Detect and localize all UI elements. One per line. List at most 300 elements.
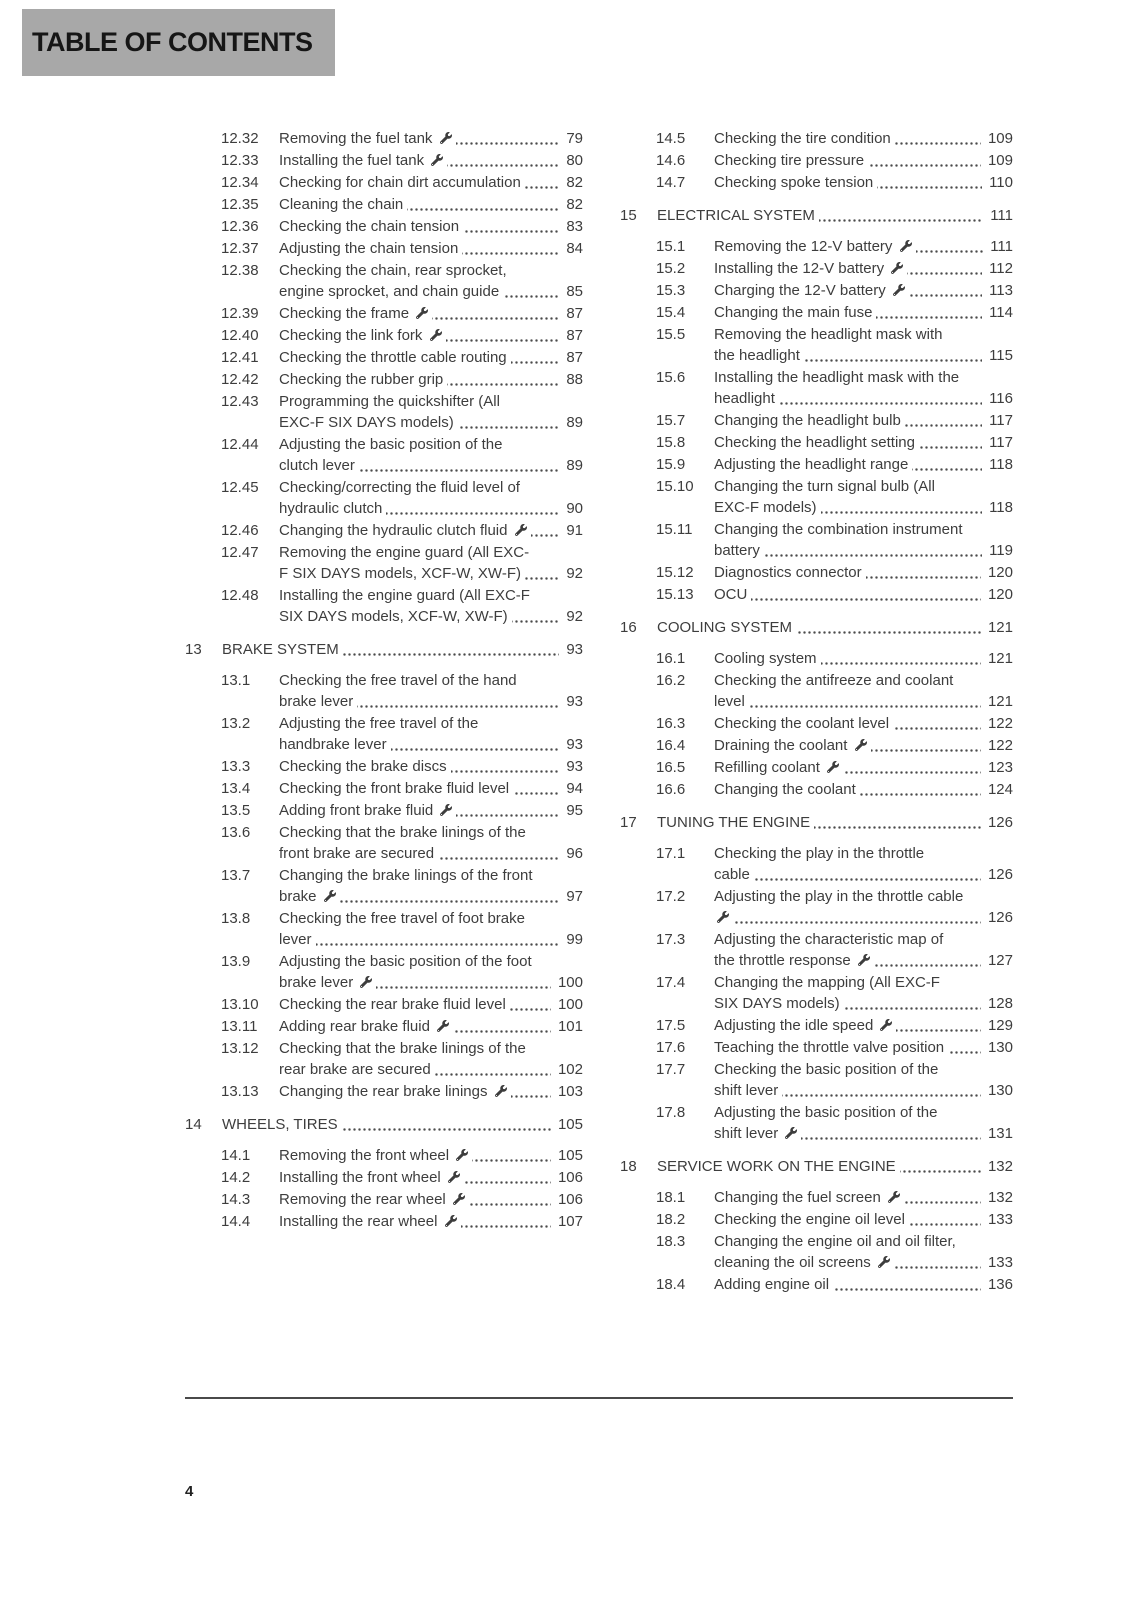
- toc-entry-title-text: Installing the 12-V battery: [714, 260, 885, 277]
- toc-entry-title: [279, 953, 536, 991]
- wrench-icon: [717, 911, 729, 923]
- toc-entry-body: [222, 1114, 583, 1135]
- toc-entry-body: [714, 519, 1013, 561]
- toc-entry-number: 17.3: [656, 931, 686, 948]
- toc-entry-number: 17.1: [656, 845, 686, 862]
- toc-entry-title: [279, 393, 504, 431]
- toc-entry-number: 13: [185, 641, 202, 658]
- toc-entry-body: [714, 367, 1013, 409]
- toc-entry-body: [714, 843, 1013, 885]
- toc-entry-title-text: Draining the coolant: [714, 737, 848, 754]
- toc-entry-page: 93: [559, 639, 583, 660]
- toc-entry-number: 14.4: [221, 1213, 251, 1230]
- toc-entry-body: [279, 908, 583, 950]
- toc-entry-page: 89: [559, 412, 583, 433]
- toc-entry-page: 120: [981, 584, 1013, 605]
- toc-entry-body: [657, 1156, 1013, 1177]
- toc-entry-number: 16: [620, 619, 637, 636]
- toc-entry-number: 12.46: [221, 522, 259, 539]
- toc-entry-body: [279, 1038, 583, 1080]
- toc-item-row: [185, 951, 583, 993]
- toc-entry-body: [279, 216, 583, 237]
- toc-entry-number: 12.39: [221, 305, 259, 322]
- wrench-icon: [855, 739, 867, 751]
- toc-entry-body: [714, 1231, 1013, 1273]
- toc-entry-body: [279, 542, 583, 584]
- wrench-icon: [888, 1191, 900, 1203]
- toc-entry-body: [279, 1167, 583, 1188]
- page-title: TABLE OF CONTENTS: [32, 27, 313, 57]
- toc-entry-title-text: Programming the quickshifter (All EXC-F SIX DAYS models): [279, 393, 500, 431]
- toc-entry-page: 107: [551, 1211, 583, 1232]
- toc-entry-title: [714, 1233, 960, 1271]
- toc-chapter-row: [185, 1114, 583, 1135]
- toc-entry-page: 95: [559, 800, 583, 821]
- toc-entry-title: [657, 1158, 900, 1175]
- toc-entry-title: [714, 260, 907, 277]
- toc-entry-title: [714, 174, 877, 191]
- toc-entry-title-text: Adjusting the basic position of the shift lever: [714, 1104, 938, 1142]
- toc-entry-title-text: Changing the turn signal bulb (All EXC-F models): [714, 478, 935, 516]
- toc-entry-number: 18.3: [656, 1233, 686, 1250]
- toc-entry-page: 91: [559, 520, 583, 541]
- toc-item-row: [620, 757, 1013, 778]
- toc-item-row: [185, 325, 583, 346]
- toc-item-row: [185, 216, 583, 237]
- toc-entry-title-text: Installing the headlight mask with the headlight: [714, 369, 960, 407]
- toc-entry-body: [279, 303, 583, 324]
- toc-entry-number: 16.6: [656, 781, 686, 798]
- toc-entry-page: 102: [551, 1059, 583, 1080]
- toc-entry-body: [657, 617, 1013, 638]
- toc-item-row: [620, 779, 1013, 800]
- toc-entry-number: 15.2: [656, 260, 686, 277]
- toc-entry-page: 100: [551, 994, 583, 1015]
- toc-entry-body: [714, 779, 1013, 800]
- toc-entry-title: [279, 305, 432, 322]
- toc-entry-page: 89: [559, 455, 583, 476]
- toc-entry-page: 117: [982, 410, 1013, 431]
- toc-entry-page: 96: [559, 843, 583, 864]
- toc-entry-title: [279, 715, 482, 753]
- toc-entry-title: [714, 1017, 896, 1034]
- toc-entry-title: [714, 304, 876, 321]
- toc-entry-title-text: Checking the coolant level: [714, 715, 890, 732]
- toc-item-row: [620, 1274, 1013, 1295]
- toc-entry-number: 13.8: [221, 910, 251, 927]
- toc-entry-number: 12.42: [221, 371, 259, 388]
- toc-entry-title: [279, 1169, 464, 1186]
- toc-entry-body: [279, 150, 583, 171]
- toc-item-row: [620, 367, 1013, 409]
- toc-item-row: [185, 1038, 583, 1080]
- toc-entry-page: 106: [551, 1189, 583, 1210]
- toc-entry-title-text: Changing the engine oil and oil filter, cleaning the oil screens: [714, 1233, 956, 1271]
- toc-entry-number: 17.6: [656, 1039, 686, 1056]
- toc-entry-number: 12.38: [221, 262, 259, 279]
- toc-entry-number: 12.37: [221, 240, 259, 257]
- toc-entry-title: [714, 781, 860, 798]
- toc-entry-body: [279, 865, 583, 907]
- toc-entry-page: 126: [981, 864, 1013, 885]
- toc-entry-body: [714, 280, 1013, 301]
- toc-entry-title-text: BRAKE SYSTEM: [222, 641, 339, 658]
- toc-entry-page: 131: [981, 1123, 1013, 1144]
- toc-entry-page: 126: [981, 812, 1013, 833]
- toc-entry-title-text: Changing the combination instrument battery: [714, 521, 963, 559]
- toc-item-row: [620, 302, 1013, 323]
- toc-entry-body: [279, 128, 583, 149]
- toc-entry-page: 118: [982, 454, 1013, 475]
- toc-entry-title: [714, 931, 947, 969]
- toc-entry-title: [279, 371, 447, 388]
- toc-entry-number: 14: [185, 1116, 202, 1133]
- toc-entry-page: 82: [559, 194, 583, 215]
- toc-chapter-row: [620, 205, 1013, 226]
- toc-item-row: [185, 520, 583, 541]
- toc-entry-number: 13.3: [221, 758, 251, 775]
- toc-entry-title-text: Checking the free travel of foot brake lever: [279, 910, 525, 948]
- toc-item-row: [185, 303, 583, 324]
- toc-entry-body: [714, 562, 1013, 583]
- toc-entry-title-text: Checking the antifreeze and coolant level: [714, 672, 954, 710]
- toc-entry-page: 112: [982, 258, 1013, 279]
- toc-entry-body: [279, 1145, 583, 1166]
- toc-entry-title: [714, 1104, 941, 1142]
- toc-item-row: [620, 648, 1013, 669]
- toc-entry-page: 123: [981, 757, 1013, 778]
- toc-entry-body: [279, 369, 583, 390]
- toc-entry-page: 93: [559, 691, 583, 712]
- toc-entry-body: [279, 1211, 583, 1232]
- toc-entry-title: [279, 824, 530, 862]
- toc-entry-title-text: Refilling coolant: [714, 759, 820, 776]
- toc-entry-title-text: Checking/correcting the fluid level of hydraulic clutch: [279, 479, 520, 517]
- toc-item-row: [620, 410, 1013, 431]
- toc-item-row: [620, 735, 1013, 756]
- toc-entry-title-text: Changing the hydraulic clutch fluid: [279, 522, 508, 539]
- toc-item-row: [620, 1187, 1013, 1208]
- toc-entry-page: 110: [982, 172, 1013, 193]
- toc-entry-body: [279, 477, 583, 519]
- toc-item-row: [620, 324, 1013, 366]
- toc-entry-number: 17.7: [656, 1061, 686, 1078]
- toc-item-row: [185, 172, 583, 193]
- toc-entry-title: [279, 1213, 461, 1230]
- toc-entry-title-text: Adding engine oil: [714, 1276, 830, 1293]
- toc-entry-title-text: Installing the front wheel: [279, 1169, 441, 1186]
- toc-entry-title: [279, 130, 456, 147]
- toc-entry-title: [714, 282, 909, 299]
- toc-entry-title: [714, 564, 866, 581]
- toc-item-row: [185, 1189, 583, 1210]
- toc-entry-body: [279, 994, 583, 1015]
- wrench-icon: [893, 284, 905, 296]
- wrench-icon: [891, 262, 903, 274]
- toc-item-row: [185, 1145, 583, 1166]
- toc-entry-title-text: Checking the frame: [279, 305, 410, 322]
- wrench-icon: [785, 1127, 797, 1139]
- toc-item-row: [185, 1167, 583, 1188]
- toc-item-row: [185, 865, 583, 907]
- toc-entry-title: [714, 715, 893, 732]
- toc-entry-title: [279, 327, 446, 344]
- toc-entry-title: [279, 152, 447, 169]
- toc-entry-title-text: Adding front brake fluid: [279, 802, 434, 819]
- toc-entry-title-text: Adding rear brake fluid: [279, 1018, 430, 1035]
- toc-entry-body: [657, 205, 1013, 226]
- toc-item-row: [185, 369, 583, 390]
- toc-entry-page: 124: [981, 779, 1013, 800]
- toc-entry-number: 13.2: [221, 715, 251, 732]
- toc-entry-body: [279, 585, 583, 627]
- toc-entry-page: 90: [559, 498, 583, 519]
- toc-entry-title-text: Changing the fuel screen: [714, 1189, 881, 1206]
- toc-entry-title: [714, 238, 916, 255]
- toc-entry-body: [714, 1037, 1013, 1058]
- toc-entry-number: 18.4: [656, 1276, 686, 1293]
- toc-entry-body: [714, 432, 1013, 453]
- toc-entry-number: 16.3: [656, 715, 686, 732]
- toc-entry-number: 17.4: [656, 974, 686, 991]
- toc-item-row: [620, 454, 1013, 475]
- wrench-icon: [453, 1193, 465, 1205]
- toc-entry-title: [279, 218, 463, 235]
- toc-entry-number: 12.48: [221, 587, 259, 604]
- toc-entry-title-text: Removing the rear wheel: [279, 1191, 446, 1208]
- toc-entry-page: 116: [982, 388, 1013, 409]
- toc-entry-title: [714, 888, 967, 926]
- toc-entry-page: 109: [981, 150, 1013, 171]
- toc-entry-page: 122: [981, 713, 1013, 734]
- toc-entry-body: [279, 520, 583, 541]
- toc-entry-body: [714, 713, 1013, 734]
- toc-entry-page: 128: [981, 993, 1013, 1014]
- wrench-icon: [431, 154, 443, 166]
- toc-entry-page: 117: [982, 432, 1013, 453]
- toc-entry-body: [714, 670, 1013, 712]
- toc-entry-page: 100: [551, 972, 583, 993]
- toc-item-row: [620, 1037, 1013, 1058]
- toc-entry-title: [714, 521, 966, 559]
- toc-entry-page: 136: [981, 1274, 1013, 1295]
- toc-item-row: [185, 713, 583, 755]
- table-of-contents: [185, 128, 1013, 1296]
- toc-entry-title-text: Checking the engine oil level: [714, 1211, 905, 1228]
- toc-entry-number: 12.43: [221, 393, 259, 410]
- toc-item-row: [620, 1209, 1013, 1230]
- toc-entry-title-text: Adjusting the basic position of the foot brake lever: [279, 953, 532, 991]
- toc-entry-title-text: Teaching the throttle valve position: [714, 1039, 945, 1056]
- toc-entry-title: [279, 1147, 472, 1164]
- toc-entry-body: [279, 1081, 583, 1102]
- toc-entry-title-text: Checking the front brake fluid level: [279, 780, 510, 797]
- toc-item-row: [185, 434, 583, 476]
- toc-entry-body: [714, 172, 1013, 193]
- footer-divider: [185, 1397, 1013, 1399]
- toc-entry-title-text: Checking tire pressure: [714, 152, 865, 169]
- toc-entry-page: 109: [981, 128, 1013, 149]
- toc-entry-title-text: Removing the headlight mask with the headlight: [714, 326, 943, 364]
- toc-entry-title-text: Adjusting the free travel of the handbrake lever: [279, 715, 479, 753]
- toc-entry-body: [714, 735, 1013, 756]
- toc-entry-body: [714, 1209, 1013, 1230]
- toc-entry-title: [714, 1061, 942, 1099]
- toc-entry-number: 12.32: [221, 130, 259, 147]
- toc-entry-title-text: ELECTRICAL SYSTEM: [657, 207, 815, 224]
- toc-entry-page: 92: [559, 563, 583, 584]
- toc-entry-body: [279, 800, 583, 821]
- toc-entry-page: 99: [559, 929, 583, 950]
- toc-entry-title: [279, 349, 511, 366]
- toc-entry-page: 111: [983, 236, 1013, 257]
- toc-entry-number: 15.6: [656, 369, 686, 386]
- toc-entry-body: [714, 128, 1013, 149]
- toc-entry-title: [279, 522, 531, 539]
- toc-entry-body: [279, 391, 583, 433]
- toc-entry-title: [279, 867, 537, 905]
- toc-column-left: [185, 128, 583, 1296]
- toc-item-row: [185, 194, 583, 215]
- toc-entry-number: 15.10: [656, 478, 694, 495]
- toc-entry-title-text: WHEELS, TIRES: [222, 1116, 338, 1133]
- toc-entry-title: [714, 456, 912, 473]
- toc-entry-title-text: Adjusting the headlight range: [714, 456, 909, 473]
- toc-item-row: [185, 1016, 583, 1037]
- toc-entry-title: [657, 814, 814, 831]
- toc-entry-title: [714, 326, 946, 364]
- toc-item-row: [620, 476, 1013, 518]
- toc-entry-page: 132: [981, 1187, 1013, 1208]
- toc-entry-page: 105: [551, 1145, 583, 1166]
- toc-entry-page: 92: [559, 606, 583, 627]
- toc-item-row: [185, 778, 583, 799]
- toc-entry-title: [714, 1189, 904, 1206]
- toc-entry-number: 14.7: [656, 174, 686, 191]
- toc-entry-number: 15.7: [656, 412, 686, 429]
- toc-entry-title-text: Changing the brake linings of the front brake: [279, 867, 533, 905]
- toc-entry-body: [279, 260, 583, 302]
- toc-item-row: [620, 886, 1013, 928]
- toc-entry-title: [279, 262, 511, 300]
- toc-entry-title-text: Installing the engine guard (All EXC-F SIX DAYS models, XCF-W, XW-F): [279, 587, 530, 625]
- toc-entry-number: 17.5: [656, 1017, 686, 1034]
- toc-chapter-row: [185, 639, 583, 660]
- toc-entry-page: 126: [981, 907, 1013, 928]
- toc-entry-title-text: Installing the fuel tank: [279, 152, 425, 169]
- toc-entry-title-text: COOLING SYSTEM: [657, 619, 793, 636]
- toc-entry-title-text: Checking the chain, rear sprocket, engine sprocket, and chain guide: [279, 262, 507, 300]
- toc-entry-number: 16.4: [656, 737, 686, 754]
- toc-entry-body: [714, 757, 1013, 778]
- toc-item-row: [620, 236, 1013, 257]
- toc-entry-number: 13.4: [221, 780, 251, 797]
- toc-item-row: [185, 908, 583, 950]
- toc-item-row: [620, 1059, 1013, 1101]
- toc-entry-page: 87: [559, 325, 583, 346]
- toc-entry-page: 88: [559, 369, 583, 390]
- wrench-icon: [440, 804, 452, 816]
- toc-item-row: [185, 238, 583, 259]
- wrench-icon: [430, 329, 442, 341]
- toc-entry-number: 17.8: [656, 1104, 686, 1121]
- toc-entry-body: [714, 302, 1013, 323]
- footer-page-number: 4: [185, 1483, 194, 1500]
- toc-entry-title: [714, 1039, 948, 1056]
- toc-entry-body: [222, 639, 583, 660]
- toc-entry-page: 121: [981, 648, 1013, 669]
- toc-entry-body: [279, 670, 583, 712]
- toc-entry-body: [714, 150, 1013, 171]
- toc-entry-number: 13.13: [221, 1083, 259, 1100]
- toc-entry-title: [714, 974, 944, 1012]
- toc-item-row: [620, 258, 1013, 279]
- toc-entry-title: [279, 174, 525, 191]
- toc-entry-title: [279, 1191, 469, 1208]
- toc-entry-title: [714, 434, 919, 451]
- toc-entry-number: 15.9: [656, 456, 686, 473]
- toc-entry-page: 79: [559, 128, 583, 149]
- toc-entry-page: 113: [982, 280, 1013, 301]
- toc-entry-title-text: Installing the rear wheel: [279, 1213, 438, 1230]
- toc-entry-body: [714, 258, 1013, 279]
- toc-entry-title: [657, 207, 819, 224]
- toc-entry-title-text: Cooling system: [714, 650, 817, 667]
- toc-entry-number: 16.1: [656, 650, 686, 667]
- toc-entry-page: 97: [559, 886, 583, 907]
- toc-entry-number: 13.7: [221, 867, 251, 884]
- toc-entry-title: [657, 619, 796, 636]
- toc-entry-number: 12.41: [221, 349, 259, 366]
- toc-entry-number: 15.5: [656, 326, 686, 343]
- toc-entry-title-text: Changing the main fuse: [714, 304, 873, 321]
- toc-item-row: [620, 584, 1013, 605]
- toc-entry-title: [279, 479, 524, 517]
- toc-item-row: [185, 994, 583, 1015]
- toc-entry-title: [714, 369, 963, 407]
- toc-chapter-row: [620, 617, 1013, 638]
- toc-entry-title-text: Changing the coolant: [714, 781, 856, 798]
- toc-entry-title-text: Checking that the brake linings of the rear brake are secured: [279, 1040, 526, 1078]
- toc-entry-page: 127: [981, 950, 1013, 971]
- toc-entry-number: 18.1: [656, 1189, 686, 1206]
- toc-entry-page: 129: [981, 1015, 1013, 1036]
- toc-chapter-row: [620, 812, 1013, 833]
- wrench-icon: [858, 954, 870, 966]
- toc-entry-title-text: Checking the tire condition: [714, 130, 891, 147]
- toc-item-row: [620, 1015, 1013, 1036]
- toc-entry-number: 18: [620, 1158, 637, 1175]
- toc-entry-page: 119: [982, 540, 1013, 561]
- toc-entry-body: [714, 1187, 1013, 1208]
- toc-entry-number: 17.2: [656, 888, 686, 905]
- toc-entry-title: [714, 737, 871, 754]
- toc-item-row: [185, 260, 583, 302]
- toc-item-row: [620, 562, 1013, 583]
- toc-entry-title-text: Adjusting the chain tension: [279, 240, 459, 257]
- toc-entry-number: 15.3: [656, 282, 686, 299]
- toc-entry-title: [279, 1040, 530, 1078]
- toc-entry-title-text: Checking the rear brake fluid level: [279, 996, 506, 1013]
- toc-item-row: [620, 713, 1013, 734]
- toc-entry-page: 130: [981, 1037, 1013, 1058]
- toc-item-row: [185, 822, 583, 864]
- toc-entry-page: 82: [559, 172, 583, 193]
- toc-entry-title: [714, 672, 957, 710]
- toc-entry-body: [279, 756, 583, 777]
- toc-entry-body: [714, 476, 1013, 518]
- toc-entry-number: 14.2: [221, 1169, 251, 1186]
